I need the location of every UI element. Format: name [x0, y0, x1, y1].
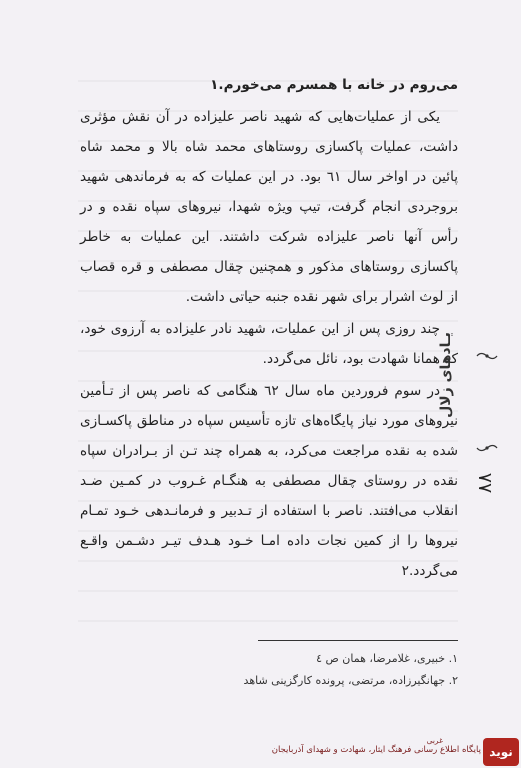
site-watermark-logo — [271, 736, 521, 768]
paragraph: چند روزی پس از این عملیات، شهید نادر علیزاده به آرزوی خود، که همانا شهادت بود، نائل می‌گردد. — [80, 321, 458, 367]
page-number: ۸۸ — [474, 472, 496, 494]
footnotes — [150, 648, 458, 692]
footnote-divider — [258, 640, 458, 641]
flourish-ornament-icon — [475, 442, 499, 454]
logo-badge-text: نوید — [489, 745, 513, 759]
paragraph: می‌روم در خانه با همسرم می‌خورم.۱ — [210, 77, 458, 93]
logo-tag: غربی — [426, 736, 443, 745]
logo-banner: پایگاه اطلاع رسانی فرهنگ ایثار، شهادت و شهدای آذربایجان — [271, 745, 481, 755]
paragraph: یکی از عملیات‌هایی که شهید ناصر علیزاده در آن نقش مؤثری داشت، عملیات پاکسازی روستاهای محمد شاه بالا و محمد شاه پائین در اواخر سال ٦١ بود. در این عملیات که به فرماندهی شهید بروجردی انجام گرفت، تیپ ویژه شهدا، نیروهای سپاه نقده و در رأس آنها ناصر علیزاده شرکت داشتند. این عملیات به خاطر پاکسازی روستاهای مذکور و همچنین چقال مصطفی و قره قصاب از لوث اشرار برای شهر نقده جنبه حیاتی داشت. — [80, 109, 458, 305]
footnote: ۲. جهانگیرزاده، مرتضی، پرونده کارگزینی شاهد — [243, 674, 458, 687]
body-text — [80, 70, 458, 586]
footnote: ۱. خبیری، غلامرضا، همان ص ٤ — [316, 652, 458, 665]
paragraph: در سوم فروردین ماه سال ٦٢ هنگامی که ناصر پس از تـأمین نیروهای مورد نیاز پایگاه‌های تازه تأسیس سپاه در مناطق پاکسـازی شده به نقده مراجعت می‌کرد، به همراه چند تـن از بـرادران سپاه نقده در روستای چقال مصطفی به هنگـام غـروب در کمـین ضـد انقلاب می‌افتند. ناصر با استفاده از تـدبیر و فرمانـدهی خـود تمـام نیروها را از کمین نجات داده امـا خـود هـدف تیـر دشـمن واقـع می‌گردد.۲ — [80, 383, 458, 579]
book-title: یـادهای زلال — [438, 332, 455, 418]
